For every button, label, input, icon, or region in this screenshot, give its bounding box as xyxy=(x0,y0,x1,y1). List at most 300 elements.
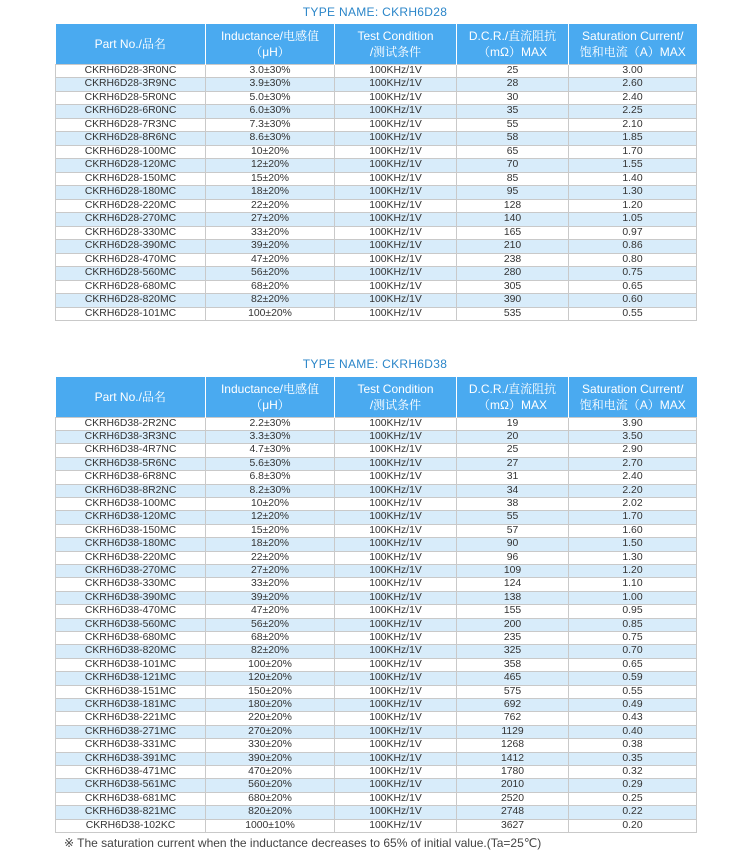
cell-inductance: 8.6±30% xyxy=(206,132,335,146)
table-row xyxy=(56,145,697,159)
header-line: D.C.R./直流阻抗 xyxy=(468,28,557,43)
cell-test-condition: 100KHz/1V xyxy=(335,240,457,254)
cell-inductance: 5.6±30% xyxy=(206,457,335,470)
cell-part-no: CKRH6D28-820MC xyxy=(56,294,206,308)
cell-test-condition: 100KHz/1V xyxy=(335,280,457,294)
cell-test-condition: 100KHz/1V xyxy=(335,806,457,819)
cell-saturation-current: 1.30 xyxy=(569,551,697,564)
cell-part-no: CKRH6D38-470MC xyxy=(56,605,206,618)
cell-dcr: 238 xyxy=(457,253,569,267)
cell-test-condition: 100KHz/1V xyxy=(335,699,457,712)
ckrh6d28-spec-table xyxy=(55,24,697,321)
header-dcr xyxy=(457,377,569,417)
cell-saturation-current: 0.65 xyxy=(569,280,697,294)
cell-inductance: 6.0±30% xyxy=(206,105,335,119)
cell-dcr: 140 xyxy=(457,213,569,227)
header-inductance xyxy=(206,24,335,64)
table-row xyxy=(56,159,697,173)
cell-saturation-current: 1.70 xyxy=(569,511,697,524)
cell-dcr: 25 xyxy=(457,64,569,78)
table-row xyxy=(56,605,697,618)
cell-inductance: 100±20% xyxy=(206,658,335,671)
table-row xyxy=(56,132,697,146)
cell-test-condition: 100KHz/1V xyxy=(335,267,457,281)
cell-test-condition: 100KHz/1V xyxy=(335,497,457,510)
cell-test-condition: 100KHz/1V xyxy=(335,538,457,551)
cell-test-condition: 100KHz/1V xyxy=(335,159,457,173)
cell-dcr: 325 xyxy=(457,645,569,658)
cell-part-no: CKRH6D28-6R0NC xyxy=(56,105,206,119)
table-row xyxy=(56,199,697,213)
cell-test-condition: 100KHz/1V xyxy=(335,186,457,200)
cell-dcr: 85 xyxy=(457,172,569,186)
cell-test-condition: 100KHz/1V xyxy=(335,591,457,604)
cell-inductance: 27±20% xyxy=(206,213,335,227)
cell-dcr: 90 xyxy=(457,538,569,551)
cell-saturation-current: 0.55 xyxy=(569,685,697,698)
table-row xyxy=(56,511,697,524)
cell-dcr: 96 xyxy=(457,551,569,564)
header-line: Saturation Current/ xyxy=(582,28,684,43)
cell-part-no: CKRH6D38-390MC xyxy=(56,591,206,604)
cell-test-condition: 100KHz/1V xyxy=(335,524,457,537)
cell-dcr: 138 xyxy=(457,591,569,604)
cell-part-no: CKRH6D38-4R7NC xyxy=(56,444,206,457)
cell-inductance: 10±20% xyxy=(206,497,335,510)
cell-inductance: 22±20% xyxy=(206,199,335,213)
cell-inductance: 180±20% xyxy=(206,699,335,712)
header-line: 饱和电流（A）MAX xyxy=(579,397,686,412)
header-part-no xyxy=(56,24,206,64)
cell-saturation-current: 1.70 xyxy=(569,145,697,159)
table-row xyxy=(56,712,697,725)
cell-saturation-current: 2.10 xyxy=(569,118,697,132)
cell-dcr: 155 xyxy=(457,605,569,618)
cell-dcr: 2520 xyxy=(457,792,569,805)
table-row xyxy=(56,280,697,294)
cell-test-condition: 100KHz/1V xyxy=(335,484,457,497)
cell-test-condition: 100KHz/1V xyxy=(335,632,457,645)
cell-part-no: CKRH6D28-3R0NC xyxy=(56,64,206,78)
cell-test-condition: 100KHz/1V xyxy=(335,819,457,832)
table-row xyxy=(56,766,697,779)
footnote: ※ The saturation current when the inductance decreases to 65% of initial value.(Ta=25℃) xyxy=(64,836,542,850)
cell-part-no: CKRH6D38-120MC xyxy=(56,511,206,524)
cell-test-condition: 100KHz/1V xyxy=(335,685,457,698)
cell-saturation-current: 3.90 xyxy=(569,417,697,430)
cell-inductance: 68±20% xyxy=(206,280,335,294)
cell-test-condition: 100KHz/1V xyxy=(335,226,457,240)
cell-inductance: 270±20% xyxy=(206,725,335,738)
cell-saturation-current: 0.29 xyxy=(569,779,697,792)
cell-part-no: CKRH6D38-330MC xyxy=(56,578,206,591)
cell-saturation-current: 0.55 xyxy=(569,307,697,321)
cell-saturation-current: 0.22 xyxy=(569,806,697,819)
cell-part-no: CKRH6D38-181MC xyxy=(56,699,206,712)
cell-part-no: CKRH6D38-5R6NC xyxy=(56,457,206,470)
cell-inductance: 470±20% xyxy=(206,766,335,779)
cell-saturation-current: 1.55 xyxy=(569,159,697,173)
cell-part-no: CKRH6D38-271MC xyxy=(56,725,206,738)
cell-test-condition: 100KHz/1V xyxy=(335,457,457,470)
cell-inductance: 100±20% xyxy=(206,307,335,321)
cell-dcr: 95 xyxy=(457,186,569,200)
cell-part-no: CKRH6D38-3R3NC xyxy=(56,430,206,443)
cell-dcr: 57 xyxy=(457,524,569,537)
table-row xyxy=(56,267,697,281)
header-test-condition xyxy=(335,377,457,417)
cell-part-no: CKRH6D28-7R3NC xyxy=(56,118,206,132)
cell-test-condition: 100KHz/1V xyxy=(335,172,457,186)
cell-part-no: CKRH6D28-470MC xyxy=(56,253,206,267)
cell-part-no: CKRH6D38-180MC xyxy=(56,538,206,551)
cell-inductance: 68±20% xyxy=(206,632,335,645)
header-line: Saturation Current/ xyxy=(582,381,684,396)
cell-inductance: 56±20% xyxy=(206,267,335,281)
table-row xyxy=(56,294,697,308)
cell-part-no: CKRH6D38-471MC xyxy=(56,766,206,779)
cell-dcr: 109 xyxy=(457,564,569,577)
cell-inductance: 3.3±30% xyxy=(206,430,335,443)
cell-dcr: 358 xyxy=(457,658,569,671)
table-row xyxy=(56,779,697,792)
table-row xyxy=(56,307,697,321)
header-line: Inductance/电感值 xyxy=(220,381,320,396)
cell-test-condition: 100KHz/1V xyxy=(335,645,457,658)
cell-part-no: CKRH6D38-121MC xyxy=(56,672,206,685)
header-dcr xyxy=(457,24,569,64)
cell-test-condition: 100KHz/1V xyxy=(335,132,457,146)
cell-test-condition: 100KHz/1V xyxy=(335,725,457,738)
cell-part-no: CKRH6D28-120MC xyxy=(56,159,206,173)
cell-dcr: 1412 xyxy=(457,752,569,765)
cell-saturation-current: 0.97 xyxy=(569,226,697,240)
cell-part-no: CKRH6D28-180MC xyxy=(56,186,206,200)
cell-test-condition: 100KHz/1V xyxy=(335,78,457,92)
cell-test-condition: 100KHz/1V xyxy=(335,91,457,105)
cell-part-no: CKRH6D28-680MC xyxy=(56,280,206,294)
cell-test-condition: 100KHz/1V xyxy=(335,605,457,618)
cell-test-condition: 100KHz/1V xyxy=(335,766,457,779)
table1-title: TYPE NAME: CKRH6D28 xyxy=(302,5,448,19)
cell-dcr: 65 xyxy=(457,145,569,159)
table-row xyxy=(56,618,697,631)
cell-saturation-current: 2.25 xyxy=(569,105,697,119)
cell-dcr: 1268 xyxy=(457,739,569,752)
table-row xyxy=(56,91,697,105)
table-row xyxy=(56,806,697,819)
cell-inductance: 33±20% xyxy=(206,578,335,591)
cell-part-no: CKRH6D38-221MC xyxy=(56,712,206,725)
cell-saturation-current: 0.38 xyxy=(569,739,697,752)
table-row xyxy=(56,551,697,564)
table-row xyxy=(56,645,697,658)
cell-dcr: 3627 xyxy=(457,819,569,832)
header-saturation-current xyxy=(569,24,697,64)
cell-dcr: 31 xyxy=(457,471,569,484)
cell-dcr: 165 xyxy=(457,226,569,240)
cell-dcr: 35 xyxy=(457,105,569,119)
cell-test-condition: 100KHz/1V xyxy=(335,471,457,484)
header-saturation-current xyxy=(569,377,697,417)
table-row xyxy=(56,78,697,92)
cell-saturation-current: 1.20 xyxy=(569,199,697,213)
cell-part-no: CKRH6D38-6R8NC xyxy=(56,471,206,484)
header-line: 饱和电流（A）MAX xyxy=(579,44,686,59)
table-row xyxy=(56,213,697,227)
cell-part-no: CKRH6D28-220MC xyxy=(56,199,206,213)
cell-test-condition: 100KHz/1V xyxy=(335,213,457,227)
cell-saturation-current: 1.30 xyxy=(569,186,697,200)
cell-dcr: 390 xyxy=(457,294,569,308)
table-row xyxy=(56,792,697,805)
cell-test-condition: 100KHz/1V xyxy=(335,564,457,577)
cell-part-no: CKRH6D38-561MC xyxy=(56,779,206,792)
cell-dcr: 1780 xyxy=(457,766,569,779)
cell-inductance: 39±20% xyxy=(206,591,335,604)
cell-test-condition: 100KHz/1V xyxy=(335,658,457,671)
cell-test-condition: 100KHz/1V xyxy=(335,739,457,752)
table-row xyxy=(56,64,697,78)
cell-saturation-current: 0.40 xyxy=(569,725,697,738)
table-row xyxy=(56,471,697,484)
cell-inductance: 2.2±30% xyxy=(206,417,335,430)
header-test-condition xyxy=(335,24,457,64)
cell-saturation-current: 0.65 xyxy=(569,658,697,671)
header-inductance xyxy=(206,377,335,417)
cell-test-condition: 100KHz/1V xyxy=(335,105,457,119)
cell-inductance: 3.9±30% xyxy=(206,78,335,92)
cell-test-condition: 100KHz/1V xyxy=(335,417,457,430)
header-line: D.C.R./直流阻抗 xyxy=(468,381,557,396)
cell-part-no: CKRH6D38-391MC xyxy=(56,752,206,765)
cell-part-no: CKRH6D28-390MC xyxy=(56,240,206,254)
cell-part-no: CKRH6D28-8R6NC xyxy=(56,132,206,146)
cell-saturation-current: 2.40 xyxy=(569,91,697,105)
cell-dcr: 30 xyxy=(457,91,569,105)
cell-inductance: 33±20% xyxy=(206,226,335,240)
cell-inductance: 82±20% xyxy=(206,645,335,658)
cell-part-no: CKRH6D38-150MC xyxy=(56,524,206,537)
header-line: /测试条件 xyxy=(369,397,422,412)
cell-test-condition: 100KHz/1V xyxy=(335,618,457,631)
cell-inductance: 1000±10% xyxy=(206,819,335,832)
cell-part-no: CKRH6D38-681MC xyxy=(56,792,206,805)
cell-test-condition: 100KHz/1V xyxy=(335,712,457,725)
cell-saturation-current: 0.20 xyxy=(569,819,697,832)
table-row xyxy=(56,672,697,685)
cell-inductance: 10±20% xyxy=(206,145,335,159)
cell-dcr: 58 xyxy=(457,132,569,146)
table-row xyxy=(56,524,697,537)
cell-part-no: CKRH6D28-101MC xyxy=(56,307,206,321)
cell-saturation-current: 0.32 xyxy=(569,766,697,779)
cell-test-condition: 100KHz/1V xyxy=(335,253,457,267)
cell-saturation-current: 2.70 xyxy=(569,457,697,470)
cell-saturation-current: 2.02 xyxy=(569,497,697,510)
cell-saturation-current: 2.90 xyxy=(569,444,697,457)
cell-saturation-current: 1.05 xyxy=(569,213,697,227)
cell-saturation-current: 1.00 xyxy=(569,591,697,604)
table2-title: TYPE NAME: CKRH6D38 xyxy=(302,357,448,371)
cell-test-condition: 100KHz/1V xyxy=(335,444,457,457)
cell-saturation-current: 3.50 xyxy=(569,430,697,443)
header-line: Test Condition xyxy=(357,28,434,43)
table-row xyxy=(56,253,697,267)
cell-dcr: 1129 xyxy=(457,725,569,738)
cell-test-condition: 100KHz/1V xyxy=(335,64,457,78)
ckrh6d38-spec-table xyxy=(55,377,697,833)
cell-inductance: 47±20% xyxy=(206,253,335,267)
cell-part-no: CKRH6D38-102KC xyxy=(56,819,206,832)
cell-saturation-current: 0.43 xyxy=(569,712,697,725)
cell-saturation-current: 2.60 xyxy=(569,78,697,92)
table-row xyxy=(56,658,697,671)
cell-inductance: 27±20% xyxy=(206,564,335,577)
cell-part-no: CKRH6D28-270MC xyxy=(56,213,206,227)
cell-saturation-current: 1.60 xyxy=(569,524,697,537)
cell-inductance: 820±20% xyxy=(206,806,335,819)
cell-inductance: 82±20% xyxy=(206,294,335,308)
cell-test-condition: 100KHz/1V xyxy=(335,145,457,159)
cell-part-no: CKRH6D28-100MC xyxy=(56,145,206,159)
cell-dcr: 2010 xyxy=(457,779,569,792)
table-row xyxy=(56,484,697,497)
cell-part-no: CKRH6D38-821MC xyxy=(56,806,206,819)
cell-part-no: CKRH6D28-5R0NC xyxy=(56,91,206,105)
table-row xyxy=(56,578,697,591)
cell-inductance: 7.3±30% xyxy=(206,118,335,132)
cell-dcr: 2748 xyxy=(457,806,569,819)
cell-test-condition: 100KHz/1V xyxy=(335,294,457,308)
cell-inductance: 18±20% xyxy=(206,186,335,200)
cell-part-no: CKRH6D38-2R2NC xyxy=(56,417,206,430)
cell-test-condition: 100KHz/1V xyxy=(335,551,457,564)
cell-saturation-current: 0.70 xyxy=(569,645,697,658)
cell-saturation-current: 0.85 xyxy=(569,618,697,631)
header-line: （μH） xyxy=(250,397,290,412)
cell-dcr: 280 xyxy=(457,267,569,281)
cell-saturation-current: 0.75 xyxy=(569,267,697,281)
cell-test-condition: 100KHz/1V xyxy=(335,779,457,792)
cell-inductance: 47±20% xyxy=(206,605,335,618)
cell-saturation-current: 0.60 xyxy=(569,294,697,308)
cell-inductance: 12±20% xyxy=(206,511,335,524)
table-row xyxy=(56,240,697,254)
cell-inductance: 680±20% xyxy=(206,792,335,805)
cell-inductance: 150±20% xyxy=(206,685,335,698)
cell-dcr: 762 xyxy=(457,712,569,725)
cell-dcr: 692 xyxy=(457,699,569,712)
header-line: Part No./品名 xyxy=(94,389,166,404)
cell-saturation-current: 1.85 xyxy=(569,132,697,146)
cell-test-condition: 100KHz/1V xyxy=(335,118,457,132)
cell-part-no: CKRH6D38-560MC xyxy=(56,618,206,631)
cell-saturation-current: 1.50 xyxy=(569,538,697,551)
cell-inductance: 39±20% xyxy=(206,240,335,254)
table-row xyxy=(56,497,697,510)
cell-inductance: 560±20% xyxy=(206,779,335,792)
cell-saturation-current: 2.40 xyxy=(569,471,697,484)
cell-part-no: CKRH6D38-151MC xyxy=(56,685,206,698)
table-row xyxy=(56,739,697,752)
header-line: （mΩ）MAX xyxy=(478,44,547,59)
cell-dcr: 305 xyxy=(457,280,569,294)
cell-dcr: 34 xyxy=(457,484,569,497)
cell-inductance: 5.0±30% xyxy=(206,91,335,105)
table-row xyxy=(56,430,697,443)
cell-dcr: 465 xyxy=(457,672,569,685)
table-row xyxy=(56,752,697,765)
cell-part-no: CKRH6D28-560MC xyxy=(56,267,206,281)
cell-part-no: CKRH6D28-330MC xyxy=(56,226,206,240)
cell-inductance: 4.7±30% xyxy=(206,444,335,457)
cell-dcr: 128 xyxy=(457,199,569,213)
cell-dcr: 200 xyxy=(457,618,569,631)
table-row xyxy=(56,444,697,457)
cell-test-condition: 100KHz/1V xyxy=(335,578,457,591)
cell-dcr: 575 xyxy=(457,685,569,698)
cell-inductance: 56±20% xyxy=(206,618,335,631)
cell-dcr: 70 xyxy=(457,159,569,173)
cell-inductance: 120±20% xyxy=(206,672,335,685)
cell-test-condition: 100KHz/1V xyxy=(335,672,457,685)
cell-inductance: 12±20% xyxy=(206,159,335,173)
table-header-row xyxy=(56,377,697,417)
cell-inductance: 15±20% xyxy=(206,524,335,537)
table-header-row xyxy=(56,24,697,64)
cell-inductance: 390±20% xyxy=(206,752,335,765)
cell-dcr: 27 xyxy=(457,457,569,470)
cell-test-condition: 100KHz/1V xyxy=(335,199,457,213)
cell-inductance: 3.0±30% xyxy=(206,64,335,78)
cell-part-no: CKRH6D38-331MC xyxy=(56,739,206,752)
cell-dcr: 19 xyxy=(457,417,569,430)
cell-test-condition: 100KHz/1V xyxy=(335,430,457,443)
header-line: （μH） xyxy=(250,44,290,59)
table-row xyxy=(56,591,697,604)
cell-part-no: CKRH6D28-150MC xyxy=(56,172,206,186)
cell-inductance: 330±20% xyxy=(206,739,335,752)
table-row xyxy=(56,417,697,430)
cell-saturation-current: 0.95 xyxy=(569,605,697,618)
header-line: （mΩ）MAX xyxy=(478,397,547,412)
cell-inductance: 15±20% xyxy=(206,172,335,186)
cell-dcr: 28 xyxy=(457,78,569,92)
header-line: Part No./品名 xyxy=(94,36,166,51)
cell-saturation-current: 1.20 xyxy=(569,564,697,577)
cell-inductance: 220±20% xyxy=(206,712,335,725)
table-row xyxy=(56,457,697,470)
header-line: Inductance/电感值 xyxy=(220,28,320,43)
cell-saturation-current: 0.35 xyxy=(569,752,697,765)
cell-dcr: 55 xyxy=(457,118,569,132)
cell-dcr: 535 xyxy=(457,307,569,321)
cell-dcr: 235 xyxy=(457,632,569,645)
table-row xyxy=(56,699,697,712)
table-row xyxy=(56,186,697,200)
table-row xyxy=(56,632,697,645)
cell-part-no: CKRH6D38-220MC xyxy=(56,551,206,564)
table-row xyxy=(56,118,697,132)
cell-test-condition: 100KHz/1V xyxy=(335,511,457,524)
table-row xyxy=(56,226,697,240)
cell-inductance: 6.8±30% xyxy=(206,471,335,484)
cell-saturation-current: 0.86 xyxy=(569,240,697,254)
cell-saturation-current: 0.49 xyxy=(569,699,697,712)
table-row xyxy=(56,538,697,551)
cell-inductance: 22±20% xyxy=(206,551,335,564)
